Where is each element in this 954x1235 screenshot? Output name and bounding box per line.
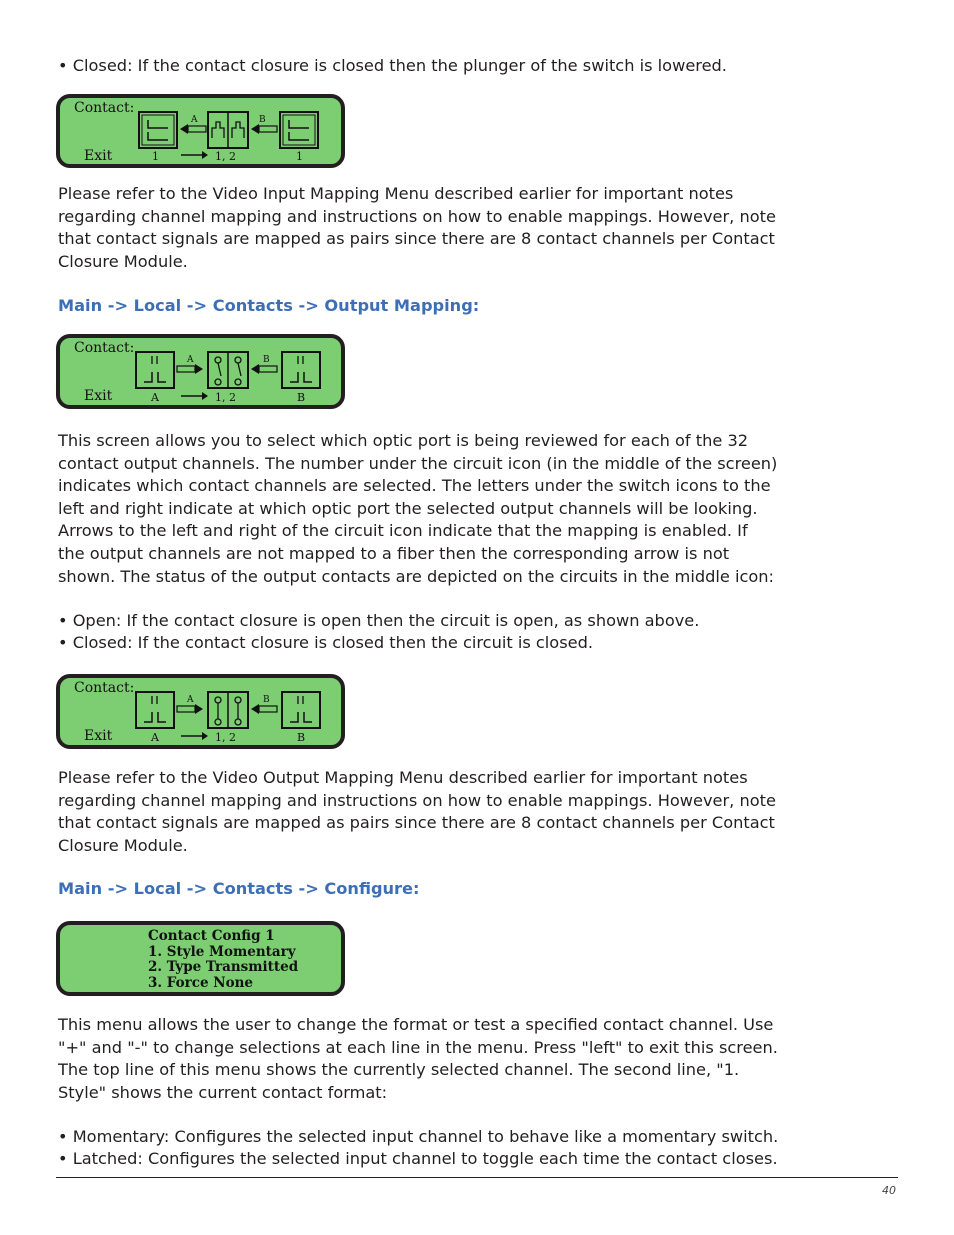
config-line-type: 2. Type Transmitted [148,959,299,975]
lcd-contact-label: Contact: [74,340,135,356]
config-line-title: Contact Config 1 [148,928,275,944]
lcd-output-open-icons [60,338,341,405]
center-circuit-open-icon [208,352,248,388]
arrow-b-icon [251,115,277,134]
left-switch-icon [139,112,177,148]
lcd-contact-label: Contact: [74,100,135,116]
right-arrow-icon [181,151,208,159]
arrow-b-letter: B [259,115,266,125]
right-switch-icon [280,112,318,148]
heading-output-mapping: Main -> Local -> Contacts -> Output Mapping: [58,296,480,315]
bullet-momentary: • Momentary: Configures the selected input channel to behave like a momentary switch. [58,1127,779,1146]
heading-configure: Main -> Local -> Contacts -> Configure: [58,879,420,898]
bullet-closed-output: • Closed: If the contact closure is closed then the circuit is closed. [58,633,594,652]
left-relay-icon [136,692,174,728]
arrow-b-icon [251,355,277,374]
arrow-a-letter: A [191,115,198,125]
arrow-a-icon [177,695,203,714]
para-configure: This menu allows the user to change the format or test a specified contact channel. Use "+" and "-" to change selections at each line in the menu. Press "left" to exit this screen. The top line of this menu shows the currently selected channel. The second line, "1. Style" shows the current contact format: [58,1015,778,1102]
para-output-screen: This screen allows you to select which optic port is being reviewed for each of the 32 contact output channels. The number under the circuit icon (in the middle of the screen) indicates which contact channels are selected. The letters under the switch icons to the left and right indicate at which optic port the selected output channels will be looking. Arrows to the left and right of the circuit icon indicate that the mapping is enabled. If the output channels are not mapped to a fiber then the corresponding arrow is not shown. The status of the output contacts are depicted on the circuits in the middle icon: [58,431,778,586]
para-output-mapping-ref: Please refer to the Video Output Mapping Menu described earlier for important notes regarding channel mapping and instructions on how to enable mappings. However, note that contact signals are mapped as pairs since there are 8 contact channels per Contact Closure Module. [58,768,776,855]
para-input-mapping: Please refer to the Video Input Mapping Menu described earlier for important notes regarding channel mapping and instructions on how to enable mappings. However, note that contact signals are mapped as pairs since there are 8 contact channels per Contact Closure Module. [58,184,776,271]
bullet-open-output: • Open: If the contact closure is open then the circuit is open, as shown above. [58,611,700,630]
left-port-letter: A [151,391,159,404]
arrow-b-letter: B [263,355,270,365]
arrow-a-icon [180,115,206,134]
lcd-exit-label: Exit [84,148,113,164]
right-port-letter: B [297,391,306,404]
channel-numbers: 1, 2 [215,391,236,404]
lcd-exit-label: Exit [84,388,113,404]
lcd-input-icons [60,98,341,164]
left-number: 1 [152,150,159,163]
bullet-closed-input: • Closed: If the contact closure is closed then the plunger of the switch is lowered. [58,56,727,75]
lcd-input-mapping-closed [56,94,345,168]
arrow-a-letter: A [187,355,194,365]
left-port-letter: A [151,731,159,744]
center-circuit-closed-icon [208,692,248,728]
page-number: 40 [882,1184,896,1197]
lcd-contact-config [56,921,345,996]
lcd-exit-label: Exit [84,728,113,744]
left-relay-icon [136,352,174,388]
arrow-a-icon [177,355,203,374]
bullet-latched: • Latched: Configures the selected input channel to toggle each time the contact closes. [58,1149,778,1168]
right-arrow-icon [181,732,208,740]
config-line-style: 1. Style Momentary [148,943,296,960]
right-relay-icon [282,352,320,388]
channel-numbers: 1, 2 [215,150,236,163]
arrow-b-letter: B [263,695,270,705]
config-lines [148,929,298,991]
lcd-output-mapping-open [56,334,345,409]
channel-numbers: 1, 2 [215,731,236,744]
right-arrow-icon [181,392,208,400]
right-port-letter: B [297,731,306,744]
lcd-contact-label: Contact: [74,680,135,696]
footer-divider [56,1177,898,1178]
arrow-b-icon [251,695,277,714]
lcd-output-mapping-closed [56,674,345,749]
center-module-icon [208,112,248,148]
arrow-a-letter: A [187,695,194,705]
config-line-force: 3. Force None [148,974,254,991]
lcd-output-closed-icons [60,678,341,745]
right-number: 1 [296,150,303,163]
right-relay-icon [282,692,320,728]
